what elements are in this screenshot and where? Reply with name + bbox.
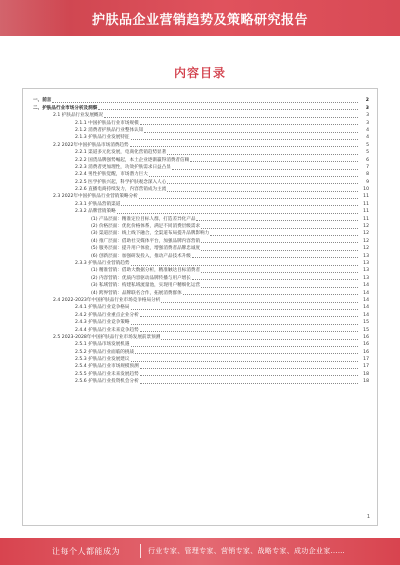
toc-leader-dots xyxy=(196,220,358,221)
toc-entry[interactable] xyxy=(33,237,369,244)
toc-entry-page: 13 xyxy=(363,275,369,281)
toc-entry-page: 11 xyxy=(363,209,369,215)
toc-entry-page: 16 xyxy=(363,349,369,355)
toc-entry[interactable] xyxy=(33,370,369,377)
toc-leader-dots xyxy=(104,117,358,118)
toc-entry-page: 14 xyxy=(363,312,369,318)
toc-entry[interactable] xyxy=(33,215,369,222)
toc-entry[interactable] xyxy=(33,260,369,267)
toc-entry-page: 11 xyxy=(363,194,369,200)
toc-leader-dots xyxy=(201,242,358,243)
toc-entry[interactable] xyxy=(33,282,369,289)
toc-entry-text: 2.5.2 护肤品行业面临的挑战 xyxy=(75,349,135,355)
toc-entry[interactable] xyxy=(33,245,369,252)
toc-entry-text: 2.3.3 护肤品行业营销趋势 xyxy=(75,260,130,266)
toc-entry-text: 2.5.1 护肤品市场发展机遇 xyxy=(75,342,130,348)
toc-entry-page: 3 xyxy=(366,120,369,126)
toc-leader-dots xyxy=(183,294,358,295)
toc-entry[interactable] xyxy=(33,97,369,104)
toc-leader-dots xyxy=(131,361,359,362)
toc-leader-dots xyxy=(192,257,358,258)
toc-entry-text: 2.2.3 消费者更加理性，功效护肤需求日益凸显 xyxy=(75,164,171,170)
toc-leader-dots xyxy=(52,102,358,103)
toc-entry-text: 2.3 2022年中国护肤品行业营销策略分析 xyxy=(53,194,138,200)
toc-leader-dots xyxy=(140,375,358,376)
toc-entry-page: 8 xyxy=(366,172,369,178)
toc-entry-text: 二、护肤品行业市场分析及洞察 xyxy=(33,105,98,111)
toc-leader-dots xyxy=(161,302,358,303)
footer-slogan: 让每个人都能成为 xyxy=(52,547,120,556)
toc-leader-dots xyxy=(149,176,358,177)
toc-entry[interactable] xyxy=(33,274,369,281)
toc-entry[interactable] xyxy=(33,112,369,119)
toc-entry-text: 2.1.1 中国护肤品行业市场规模 xyxy=(75,120,139,126)
footer-tags: 行业专家、管理专家、营销专家、战略专家、成功企业家…… xyxy=(148,547,346,555)
toc-entry-page: 14 xyxy=(363,283,369,289)
toc-entry-page: 9 xyxy=(366,179,369,185)
toc-leader-dots xyxy=(201,228,358,229)
toc-entry[interactable] xyxy=(33,178,369,185)
toc-leader-dots xyxy=(131,265,359,266)
toc-entry-page: 11 xyxy=(363,201,369,207)
toc-entry-page: 3 xyxy=(365,105,369,111)
toc-entry-page: 13 xyxy=(363,260,369,266)
toc-entry-text: 2.3.2 品牌营销策略 xyxy=(75,209,116,215)
toc-entry-text: (1) 精准营销：借助大数据分析，精准触达目标消费者 xyxy=(91,268,201,274)
toc-entry[interactable] xyxy=(33,164,369,171)
toc-entry-text: (4) 跨界营销：品牌联名合作，拓展消费群体 xyxy=(91,290,182,296)
toc-entry-text: (2) 内容营销：优质内容驱动品牌传播与用户增长 xyxy=(91,275,191,281)
toc-entry-text: 2.4.4 护肤品行业未来竞争趋势 xyxy=(75,327,139,333)
toc-entry[interactable] xyxy=(33,252,369,259)
toc-leader-dots xyxy=(201,272,358,273)
toc-entry-page: 7 xyxy=(366,164,369,170)
toc-entry[interactable] xyxy=(33,193,369,200)
toc-leader-dots xyxy=(131,139,359,140)
toc-entry-text: 2.4 2022-2023年中国护肤品行业市场竞争格局分析 xyxy=(53,297,161,303)
toc-entry-page: 12 xyxy=(363,231,369,237)
toc-leader-dots xyxy=(190,161,358,162)
toc-entry-page: 4 xyxy=(366,127,369,133)
toc-entry-text: 2.5.3 护肤品行业发展建议 xyxy=(75,357,130,363)
toc-entry-text: (3) 渠道层面：线上线下融合，全渠道布局提升品牌影响力 xyxy=(91,231,210,237)
toc-entry-page: 2 xyxy=(365,98,369,104)
toc-leader-dots xyxy=(192,279,358,280)
toc-leader-dots xyxy=(161,339,358,340)
toc-entry-page: 14 xyxy=(363,290,369,296)
toc-leader-dots xyxy=(131,346,359,347)
toc-entry[interactable] xyxy=(33,208,369,215)
toc-leader-dots xyxy=(144,132,358,133)
toc-entry[interactable] xyxy=(33,119,369,126)
toc-entry-text: 2.2.2 国货品牌强势崛起，本土企业逐渐赢得消费者信赖 xyxy=(75,157,190,163)
toc-panel xyxy=(22,88,378,526)
toc-entry-page: 12 xyxy=(363,224,369,230)
toc-leader-dots xyxy=(167,191,358,192)
toc-entry[interactable] xyxy=(33,341,369,348)
toc-entry[interactable] xyxy=(33,297,369,304)
toc-entry-page: 18 xyxy=(363,371,369,377)
toc-entry[interactable] xyxy=(33,186,369,193)
toc-entry-page: 16 xyxy=(363,334,369,340)
toc-leader-dots xyxy=(167,154,358,155)
toc-entry-text: 2.2.4 男性护肤觉醒，市场潜力巨大 xyxy=(75,172,148,178)
toc-leader-dots xyxy=(131,324,359,325)
toc-entry-text: 2.5 2023-2028年中国护肤品行业市场发展前景预测 xyxy=(53,334,161,340)
toc-entry-text: 2.5.5 护肤品行业未来发展趋势 xyxy=(75,371,139,377)
page-number: 1 xyxy=(366,514,370,520)
toc-entry-page: 4 xyxy=(366,135,369,141)
toc-entry-text: 2.3.1 护肤品营销渠道 xyxy=(75,201,121,207)
toc-entry-text: 2.2.5 医学护肤兴起，科学护肤观念深入人心 xyxy=(75,179,167,185)
toc-entry-text: 2.2 2022年中国护肤品市场消费趋势 xyxy=(53,142,129,148)
toc-entry-text: (5) 服务层面：提升用户体验，增强消费者品牌忠诚度 xyxy=(91,246,201,252)
toc-entry-text: 2.4.1 护肤品行业竞争格局 xyxy=(75,305,130,311)
toc-entry[interactable] xyxy=(33,348,369,355)
toc-entry-text: 2.2.6 直播电商持续发力，内容营销成为主流 xyxy=(75,187,167,193)
toc-entry[interactable] xyxy=(33,267,369,274)
toc-leader-dots xyxy=(121,205,358,206)
toc-entry[interactable] xyxy=(33,171,369,178)
toc-entry-text: 一、前言 xyxy=(33,98,52,104)
toc-entry[interactable] xyxy=(33,156,369,163)
toc-entry-text: (6) 创新层面：加强研发投入，推动产品技术升级 xyxy=(91,253,191,259)
toc-leader-dots xyxy=(98,109,358,110)
footer-divider xyxy=(140,544,141,558)
toc-entry[interactable] xyxy=(33,134,369,141)
toc-leader-dots xyxy=(131,309,359,310)
toc-entry-page: 18 xyxy=(363,379,369,385)
toc-entry-text: 2.5.4 护肤品行业市场规模预测 xyxy=(75,364,139,370)
toc-entry-page: 10 xyxy=(363,187,369,193)
header-banner xyxy=(0,0,400,36)
toc-entry-page: 17 xyxy=(363,357,369,363)
toc-leader-dots xyxy=(130,146,358,147)
toc-entry-page: 14 xyxy=(363,305,369,311)
toc-entry[interactable] xyxy=(33,326,369,333)
toc-entry-text: 2.4.2 护肤品行业重点企业分析 xyxy=(75,312,139,318)
toc-leader-dots xyxy=(140,124,358,125)
toc-entry-text: 2.5.6 护肤品行业投资机会分析 xyxy=(75,379,139,385)
toc-entry[interactable] xyxy=(33,104,369,111)
toc-entry-page: 3 xyxy=(366,113,369,119)
toc-leader-dots xyxy=(139,198,358,199)
toc-entry[interactable] xyxy=(33,200,369,207)
toc-entry-page: 15 xyxy=(363,320,369,326)
toc-entry-page: 6 xyxy=(366,157,369,163)
toc-entry-page: 13 xyxy=(363,253,369,259)
toc-entry[interactable] xyxy=(33,127,369,134)
toc-entry-text: 2.1 护肤品行业发展概况 xyxy=(53,113,104,119)
toc-leader-dots xyxy=(167,183,358,184)
toc-entry-page: 5 xyxy=(366,142,369,148)
toc-entry-page: 12 xyxy=(363,246,369,252)
toc-entry[interactable] xyxy=(33,356,369,363)
toc-leader-dots xyxy=(210,235,358,236)
toc-entry[interactable] xyxy=(33,363,369,370)
toc-leader-dots xyxy=(201,287,358,288)
toc-leader-dots xyxy=(140,316,358,317)
toc-entry-text: (1) 产品层面：精准定位目标人群，打造差异化产品 xyxy=(91,216,196,222)
toc-entry-page: 14 xyxy=(363,297,369,303)
toc-heading: 内容目录 xyxy=(173,66,226,80)
footer-banner xyxy=(0,538,400,565)
toc-leader-dots xyxy=(140,383,358,384)
toc-leader-dots xyxy=(140,331,358,332)
toc-entry-page: 11 xyxy=(363,216,369,222)
toc-entry[interactable] xyxy=(33,230,369,237)
toc-entry-page: 12 xyxy=(363,238,369,244)
toc-entry[interactable] xyxy=(33,149,369,156)
toc-entry-text: 2.2.1 渠道多元化发展，电商化营销趋势显著 xyxy=(75,150,167,156)
toc-entry[interactable] xyxy=(33,319,369,326)
toc-entry[interactable] xyxy=(33,289,369,296)
toc-entry-text: (2) 价格层面：优化价格体系，满足不同消费层级需求 xyxy=(91,224,201,230)
toc-entry-page: 17 xyxy=(363,364,369,370)
toc-leader-dots xyxy=(140,368,358,369)
toc-list xyxy=(33,97,369,385)
toc-entry-text: (3) 私域营销：构建私域流量池，实现用户精细化运营 xyxy=(91,283,201,289)
toc-leader-dots xyxy=(172,169,358,170)
toc-leader-dots xyxy=(117,213,358,214)
toc-entry-page: 15 xyxy=(363,327,369,333)
toc-entry[interactable] xyxy=(33,304,369,311)
toc-entry[interactable] xyxy=(33,141,369,148)
report-title: 护肤品企业营销趋势及策略研究报告 xyxy=(91,13,308,28)
toc-entry-text: 2.1.2 消费者护肤品行业整体认知 xyxy=(75,127,144,133)
toc-entry-page: 13 xyxy=(363,268,369,274)
toc-entry[interactable] xyxy=(33,223,369,230)
toc-entry[interactable] xyxy=(33,378,369,385)
toc-entry-text: 2.4.3 护肤品行业竞争策略 xyxy=(75,320,130,326)
toc-entry-page: 5 xyxy=(366,150,369,156)
toc-entry-page: 16 xyxy=(363,342,369,348)
toc-entry[interactable] xyxy=(33,334,369,341)
toc-leader-dots xyxy=(135,353,358,354)
toc-leader-dots xyxy=(201,250,358,251)
toc-entry-text: 2.1.3 护肤品行业发展特征 xyxy=(75,135,130,141)
toc-entry[interactable] xyxy=(33,311,369,318)
toc-entry-text: (4) 推广层面：借助社交媒体平台，加强品牌内容营销 xyxy=(91,238,201,244)
